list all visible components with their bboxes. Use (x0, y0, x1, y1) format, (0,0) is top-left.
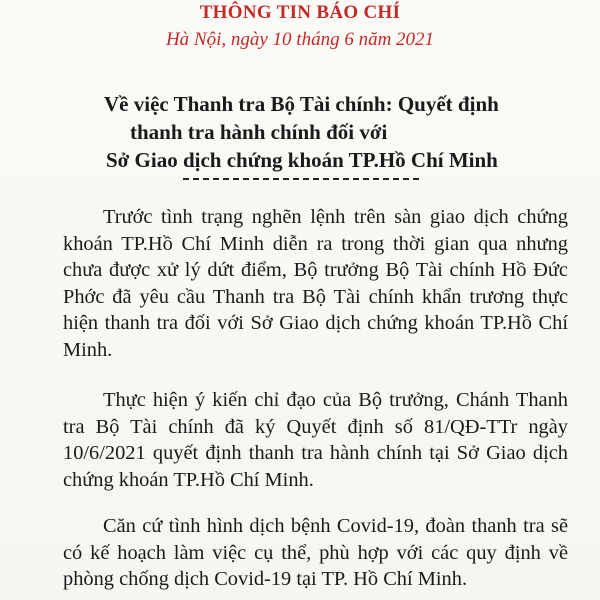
release-date: Hà Nội, ngày 10 tháng 6 năm 2021 (165, 29, 435, 50)
dashed-divider (183, 178, 419, 180)
body-paragraph-3: Căn cứ tình hình dịch bệnh Covid-19, đoàn thanh tra sẽ có kế hoạch làm việc cụ thể, phù hợp với các quy định về phòng chống dịch Covid-19 tại TP. Hồ Chí Minh. (63, 515, 568, 591)
body-paragraph-2: Thực hiện ý kiến chỉ đạo của Bộ trưởng, Chánh Thanh tra Bộ Tài chính đã ký Quyết định số 81/QĐ-TTr ngày 10/6/2021 quyết định thanh tra hành chính tại Sở Giao dịch chứng khoán TP.Hồ Chí Minh. (63, 389, 568, 491)
subject-heading (100, 90, 580, 174)
subject-line-2: thanh tra hành chính đối với (130, 120, 388, 144)
press-release-title: THÔNG TIN BÁO CHÍ (199, 2, 401, 23)
subject-line-3: Sở Giao dịch chứng khoán TP.Hồ Chí Minh (106, 148, 498, 172)
body-paragraph-1: Trước tình trạng nghẽn lệnh trên sàn giao dịch chứng khoán TP.Hồ Chí Minh diễn ra trong thời gian qua nhưng chưa được xử lý dứt điểm, Bộ trưởng Bộ Tài chính Hồ Đức Phớc đã yêu cầu Thanh tra Bộ Tài chính khẩn trương thực hiện thanh tra đối với Sở Giao dịch chứng khoán TP.Hồ Chí Minh. (63, 206, 568, 361)
subject-line-1: Về việc Thanh tra Bộ Tài chính: Quyết định (104, 92, 499, 116)
